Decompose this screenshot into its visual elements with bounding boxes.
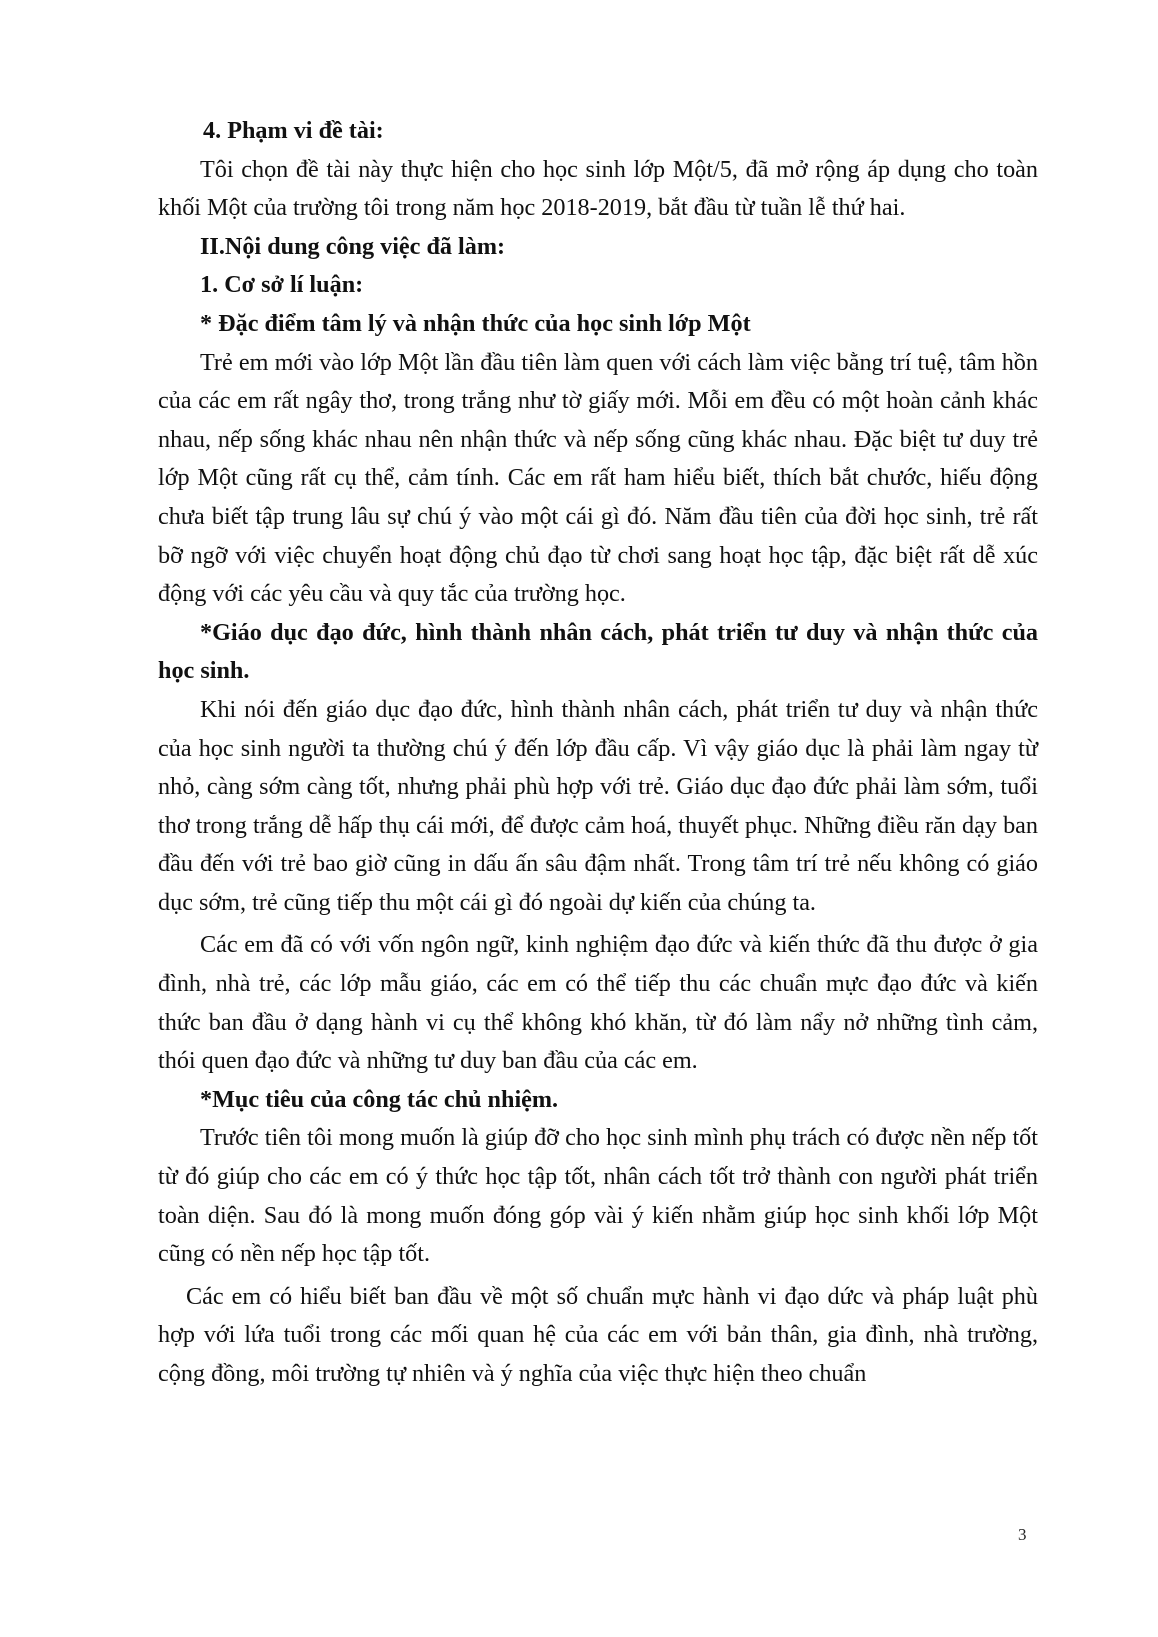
section-heading-scope: 4. Phạm vi đề tài: — [203, 117, 384, 144]
paragraph-behavior-standards: Các em có hiểu biết ban đầu về một số chuẩn mực hành vi đạo dức và pháp luật phù hợp với lứa tuổi trong các mối quan hệ của các em với bản thân, gia đình, nhà trường, cộng đồng, môi trường tự nhiên và ý nghĩa của việc thực hiện theo chuẩn — [158, 1282, 1038, 1387]
paragraph-moral-education: Khi nói đến giáo dục đạo đức, hình thành nhân cách, phát triển tư duy và nhận thức của học sinh người ta thường chú ý đến lớp đầu cấp. Vì vậy giáo dục là phải làm ngay từ nhỏ, càng sớm càng tốt, nhưng phải phù hợp với trẻ. Giáo dục đạo đức phải làm sớm, tuổi thơ trong trắng dễ hấp thụ cái mới, để được cảm hoá, thuyết phục. Những điều răn dạy ban đầu đến với trẻ bao giờ cũng in dấu ấn sâu đậm nhất. Trong tâm trí trẻ nếu không có giáo dục sớm, trẻ cũng tiếp thu một cái gì đó ngoài dự kiến của chúng ta. — [158, 695, 1038, 916]
paragraph-scope: Tôi chọn đề tài này thực hiện cho học sinh lớp Một/5, đã mở rộng áp dụng cho toàn khối Một của trường tôi trong năm học 2018-2019, bắt đầu từ tuần lễ thứ hai. — [158, 155, 1038, 222]
paragraph-homeroom-goals: Trước tiên tôi mong muốn là giúp đỡ cho học sinh mình phụ trách có được nền nếp tốt từ đó giúp cho các em có ý thức học tập tốt, nhân cách tốt trở thành con người phát triển toàn diện. Sau đó là mong muốn đóng góp vài ý kiến nhằm giúp học sinh khối lớp Một cũng có nền nếp học tập tốt. — [158, 1124, 1038, 1268]
paragraph-prior-knowledge: Các em đã có với vốn ngôn ngữ, kinh nghiệm đạo đức và kiến thức đã thu được ở gia đình, nhà trẻ, các lớp mẫu giáo, các em có thể tiếp thu các chuẩn mực đạo đức và kiến thức ban đầu ở dạng hành vi cụ thể không khó khăn, từ đó làm nẩy nở những tình cảm, thói quen đạo đức và những tư duy ban đầu của các em. — [158, 931, 1038, 1075]
subheading-psychology: * Đặc điểm tâm lý và nhận thức của học sinh lớp Một — [200, 309, 751, 337]
page-number: 3 — [1018, 1525, 1027, 1544]
section-heading-theory: 1. Cơ sở lí luận: — [200, 271, 364, 299]
paragraph-psychology: Trẻ em mới vào lớp Một lần đầu tiên làm quen với cách làm việc bằng trí tuệ, tâm hồn của các em rất ngây thơ, trong trắng như tờ giấy mới. Mỗi em đều có một hoàn cảnh khác nhau, nếp sống khác nhau nên nhận thức và nếp sống cũng khác nhau. Đặc biệt tư duy trẻ lớp Một cũng rất cụ thể, cảm tính. Các em rất ham hiểu biết, thích bắt chước, hiếu động chưa biết tập trung lâu sự chú ý vào một cái gì đó. Năm đầu tiên của đời học sinh, trẻ rất bỡ ngỡ với việc chuyển hoạt động chủ đạo từ chơi sang hoạt học tập, đặc biệt rất dễ xúc động với các yêu cầu và quy tắc của trường học. — [158, 348, 1038, 608]
subheading-moral-education: *Giáo dục đạo đức, hình thành nhân cách, phát triển tư duy và nhận thức của học sinh. — [158, 618, 1038, 685]
subheading-homeroom-goals: *Mục tiêu của công tác chủ nhiệm. — [200, 1085, 559, 1113]
document-page — [158, 112, 1038, 1394]
section-heading-content: II.Nội dung công việc đã làm: — [200, 232, 506, 260]
